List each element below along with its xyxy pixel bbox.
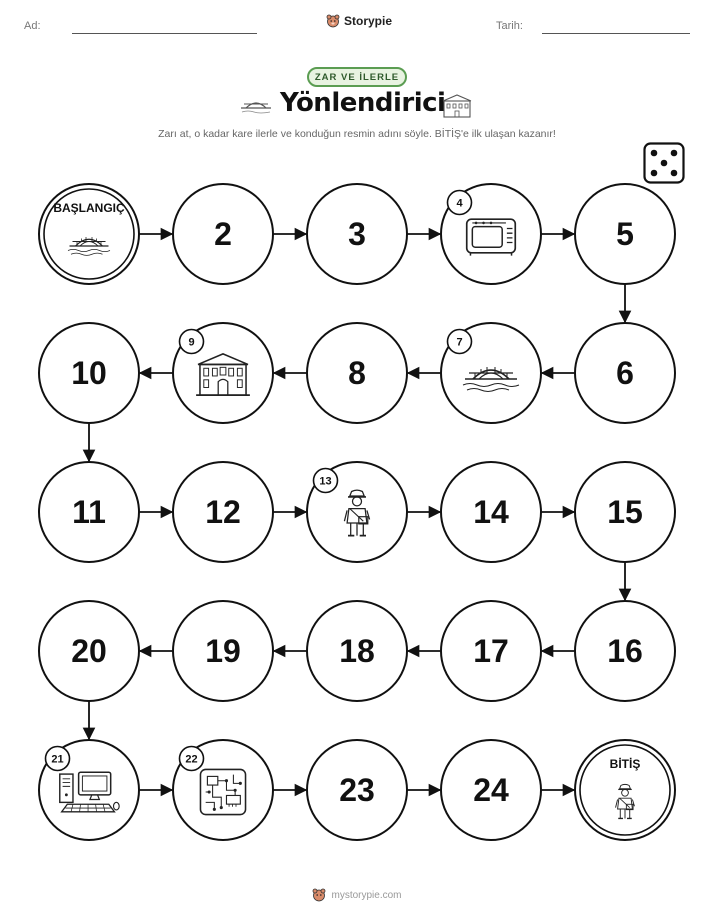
board-cell-3 bbox=[307, 184, 407, 284]
cell-number: 11 bbox=[72, 494, 106, 530]
footer-url: mystorypie.com bbox=[331, 889, 402, 901]
cell-number: 16 bbox=[607, 633, 643, 669]
board-cell-19 bbox=[173, 601, 273, 701]
cell-number: 20 bbox=[71, 633, 107, 669]
cell-number: 6 bbox=[616, 355, 634, 391]
cell-number-badge-text: 4 bbox=[456, 197, 463, 210]
name-label: Ad: bbox=[24, 20, 41, 32]
board-cell-24 bbox=[441, 740, 541, 840]
board-cell-21 bbox=[39, 740, 139, 840]
page-title: Yönlendirici bbox=[280, 88, 446, 118]
cell-circle bbox=[39, 184, 139, 284]
cell-number: 10 bbox=[71, 355, 107, 391]
cell-number: 24 bbox=[473, 772, 509, 808]
board-cell-11 bbox=[39, 462, 139, 562]
cell-number-badge-text: 9 bbox=[188, 336, 195, 349]
board-cell-6 bbox=[575, 323, 675, 423]
board-cell-8 bbox=[307, 323, 407, 423]
cell-number-badge-text: 22 bbox=[185, 753, 198, 766]
board-cell-4 bbox=[441, 184, 541, 284]
board-cell-17 bbox=[441, 601, 541, 701]
board-cell-25 bbox=[575, 740, 675, 840]
board-cells bbox=[39, 184, 675, 840]
board-cell-18 bbox=[307, 601, 407, 701]
game-type-pill: ZAR VE İLERLE bbox=[307, 67, 407, 87]
cell-number: 3 bbox=[348, 216, 366, 252]
board-cell-14 bbox=[441, 462, 541, 562]
cell-number: 17 bbox=[473, 633, 509, 669]
board-cell-15 bbox=[575, 462, 675, 562]
cell-number: 23 bbox=[339, 772, 375, 808]
board-cell-7 bbox=[441, 323, 541, 423]
board-cell-1 bbox=[39, 184, 139, 284]
board-cell-20 bbox=[39, 601, 139, 701]
cell-number: 14 bbox=[473, 494, 509, 530]
board-cell-5 bbox=[575, 184, 675, 284]
cell-number-badge-text: 13 bbox=[319, 475, 332, 488]
cell-number: 15 bbox=[607, 494, 643, 530]
footer bbox=[0, 888, 714, 902]
cell-number-badge-text: 21 bbox=[51, 753, 64, 766]
instructions: Zarı at, o kadar kare ilerle ve konduğun resmin adını söyle. BİTİŞ'e ilk ulaşan kazanır! bbox=[158, 128, 556, 140]
board-cell-16 bbox=[575, 601, 675, 701]
dice-icon bbox=[643, 142, 685, 184]
board-cell-9 bbox=[173, 323, 273, 423]
date-label: Tarih: bbox=[496, 20, 523, 32]
cell-number: 5 bbox=[616, 216, 634, 252]
board-cell-12 bbox=[173, 462, 273, 562]
board-cell-10 bbox=[39, 323, 139, 423]
brand-name: Storypie bbox=[344, 14, 393, 28]
cell-number-badge-text: 7 bbox=[456, 336, 463, 349]
cell-number: 12 bbox=[205, 494, 241, 530]
board-cell-2 bbox=[173, 184, 273, 284]
cell-number: 2 bbox=[214, 216, 232, 252]
cell-number: 8 bbox=[348, 355, 366, 391]
board-cell-13 bbox=[307, 462, 407, 562]
start-label: BAŞLANGIÇ bbox=[53, 201, 125, 215]
board-cell-23 bbox=[307, 740, 407, 840]
finish-label: BİTİŞ bbox=[609, 757, 641, 771]
storypie-mascot-icon bbox=[312, 888, 326, 902]
cell-number: 18 bbox=[339, 633, 375, 669]
cell-number: 19 bbox=[205, 633, 241, 669]
board-cell-22 bbox=[173, 740, 273, 840]
